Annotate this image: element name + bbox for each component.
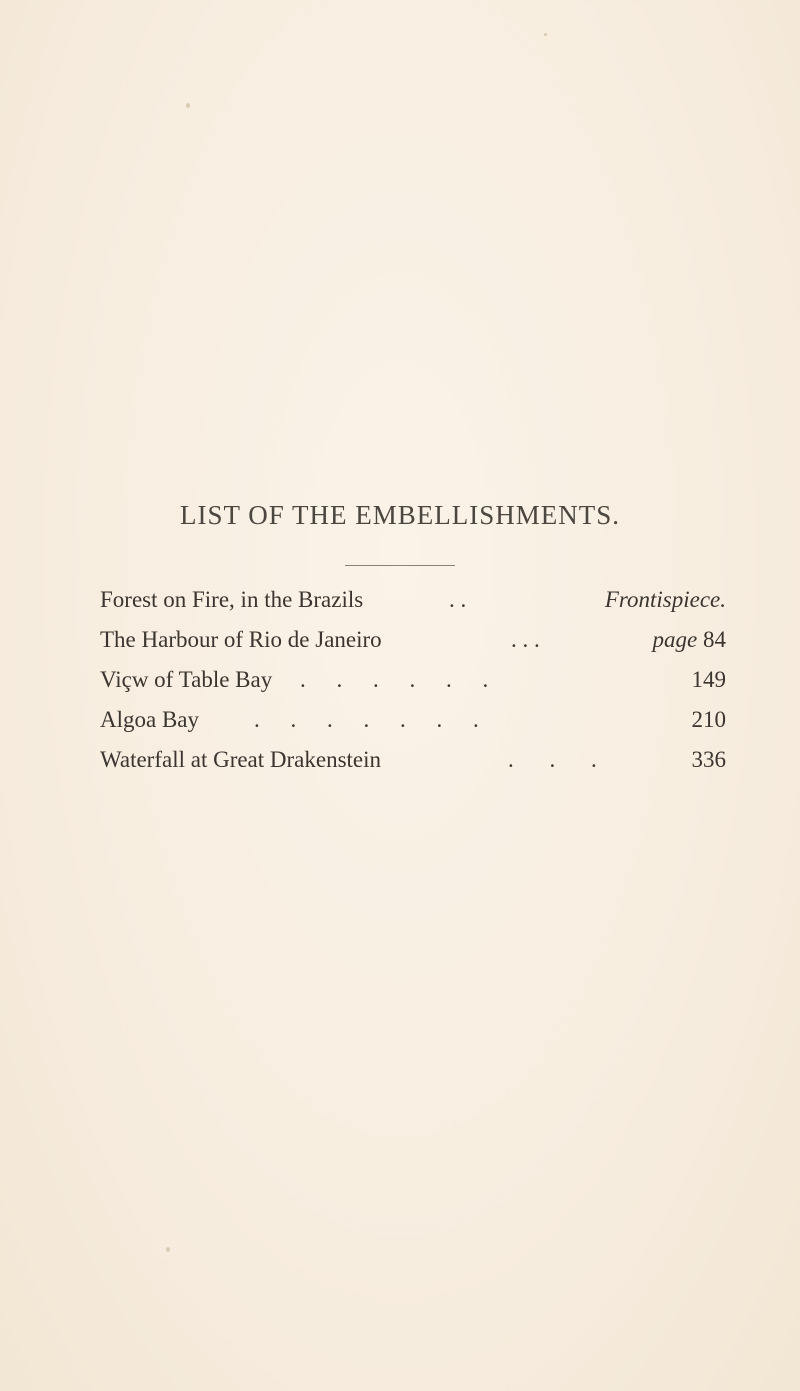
page-reference: 210 bbox=[691, 707, 726, 732]
entry-title: The Harbour of Rio de Janeiro bbox=[100, 627, 382, 652]
paper-speck bbox=[544, 33, 547, 36]
page-label: page bbox=[652, 627, 698, 652]
list-item bbox=[0, 740, 800, 780]
entry-title: Viçw of Table Bay bbox=[100, 667, 273, 692]
list-item bbox=[0, 620, 800, 660]
page-reference: 336 bbox=[691, 747, 726, 772]
entry-title: Algoa Bay bbox=[100, 707, 200, 732]
list-item bbox=[0, 660, 800, 700]
entry-title: Waterfall at Great Drakenstein bbox=[100, 747, 382, 772]
dot-leaders: . . . bbox=[511, 627, 540, 652]
title-divider bbox=[345, 565, 455, 566]
dot-leaders: . . . . . . bbox=[300, 667, 489, 692]
dot-leaders: . . . . . . . bbox=[254, 707, 479, 732]
dot-leaders: . . bbox=[449, 587, 467, 612]
paper-speck bbox=[186, 103, 190, 108]
page-reference: Frontispiece. bbox=[604, 587, 726, 612]
page-number: 84 bbox=[703, 627, 726, 652]
paper-speck bbox=[166, 1247, 170, 1252]
list-item bbox=[0, 700, 800, 740]
page-title: LIST OF THE EMBELLISHMENTS. bbox=[179, 500, 620, 530]
entry-title: Forest on Fire, in the Brazils bbox=[100, 587, 364, 612]
page-reference: 149 bbox=[691, 667, 726, 692]
page-reference bbox=[653, 620, 726, 660]
dot-leaders: . . . bbox=[508, 747, 597, 772]
list-item bbox=[0, 580, 800, 620]
